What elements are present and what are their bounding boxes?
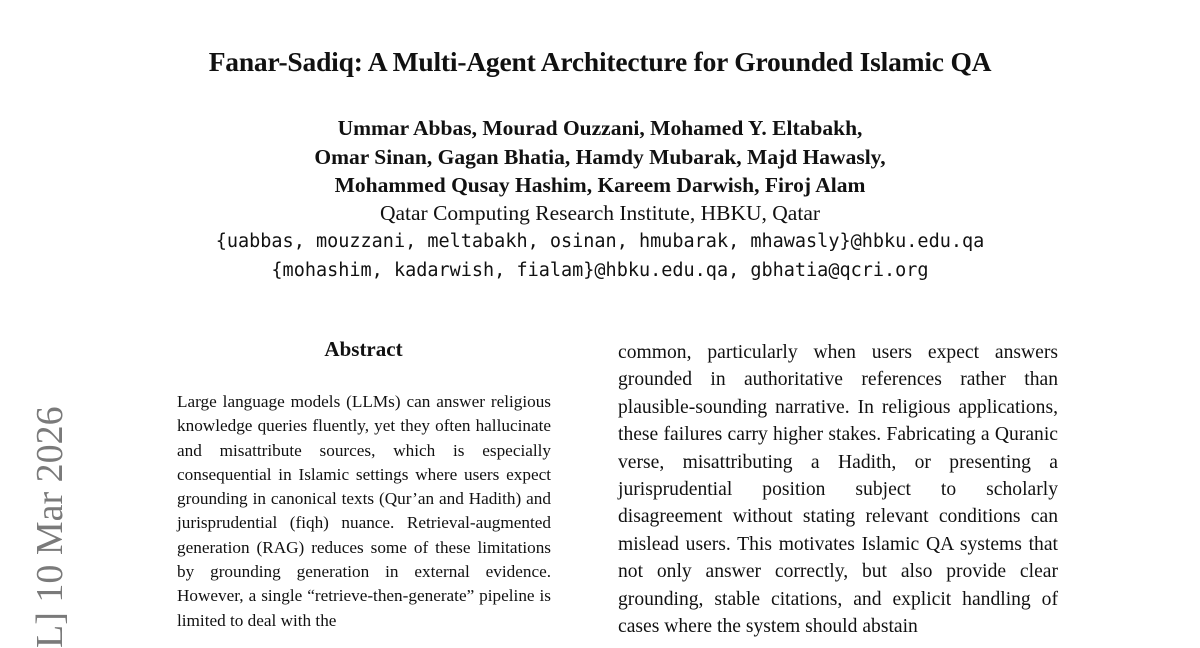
author-line: Ummar Abbas, Mourad Ouzzani, Mohamed Y. Eltabakh, xyxy=(337,116,863,140)
introduction-text: common, particularly when users expect answers grounded in authoritative references rather than plausible-sounding narrative. In religious applications, these failures carry higher stakes. Fabricating a Quranic verse, misattributing a Hadith, or presenting a jurisprudential position subject to scholarly disagreement without stating relevant conditions can mislead users. This motivates Islamic QA systems that not only answer correctly, but also provide clear grounding, stable citations, and explicit handling of cases where the system should abstain xyxy=(618,342,1058,638)
author-list xyxy=(0,114,1200,200)
abstract-body: Large language models (LLMs) can answer religious knowledge queries fluently, yet they often hallucinate and misattribute sources, which is especially consequential in Islamic settings where users expect grounding in canonical texts (Qur’an and Hadith) and jurisprudential (fiqh) nuance. Retrieval-augmented generation (RAG) reduces some of these limitations by grounding generation in external evidence. However, a single “retrieve-then-generate” pipeline is limited to deal with the xyxy=(177,392,551,630)
email-line: {uabbas, mouzzani, meltabakh, osinan, hmubarak, mhawasly}@hbku.edu.qa xyxy=(215,231,985,252)
affiliation: Qatar Computing Research Institute, HBKU, Qatar xyxy=(379,201,821,225)
author-line: Omar Sinan, Gagan Bhatia, Hamdy Mubarak, Majd Hawasly, xyxy=(314,144,886,169)
abstract-heading: Abstract xyxy=(324,337,403,361)
email-list xyxy=(0,228,1200,285)
arxiv-stamp: L] 10 Mar 2026 xyxy=(29,406,71,648)
author-line: Mohammed Qusay Hashim, Kareem Darwish, Firoj Alam xyxy=(334,173,866,197)
email-line: {mohashim, kadarwish, fialam}@hbku.edu.qa, gbhatia@qcri.org xyxy=(271,259,929,281)
paper-title: Fanar-Sadiq: A Multi-Agent Architecture for Grounded Islamic QA xyxy=(208,46,992,77)
